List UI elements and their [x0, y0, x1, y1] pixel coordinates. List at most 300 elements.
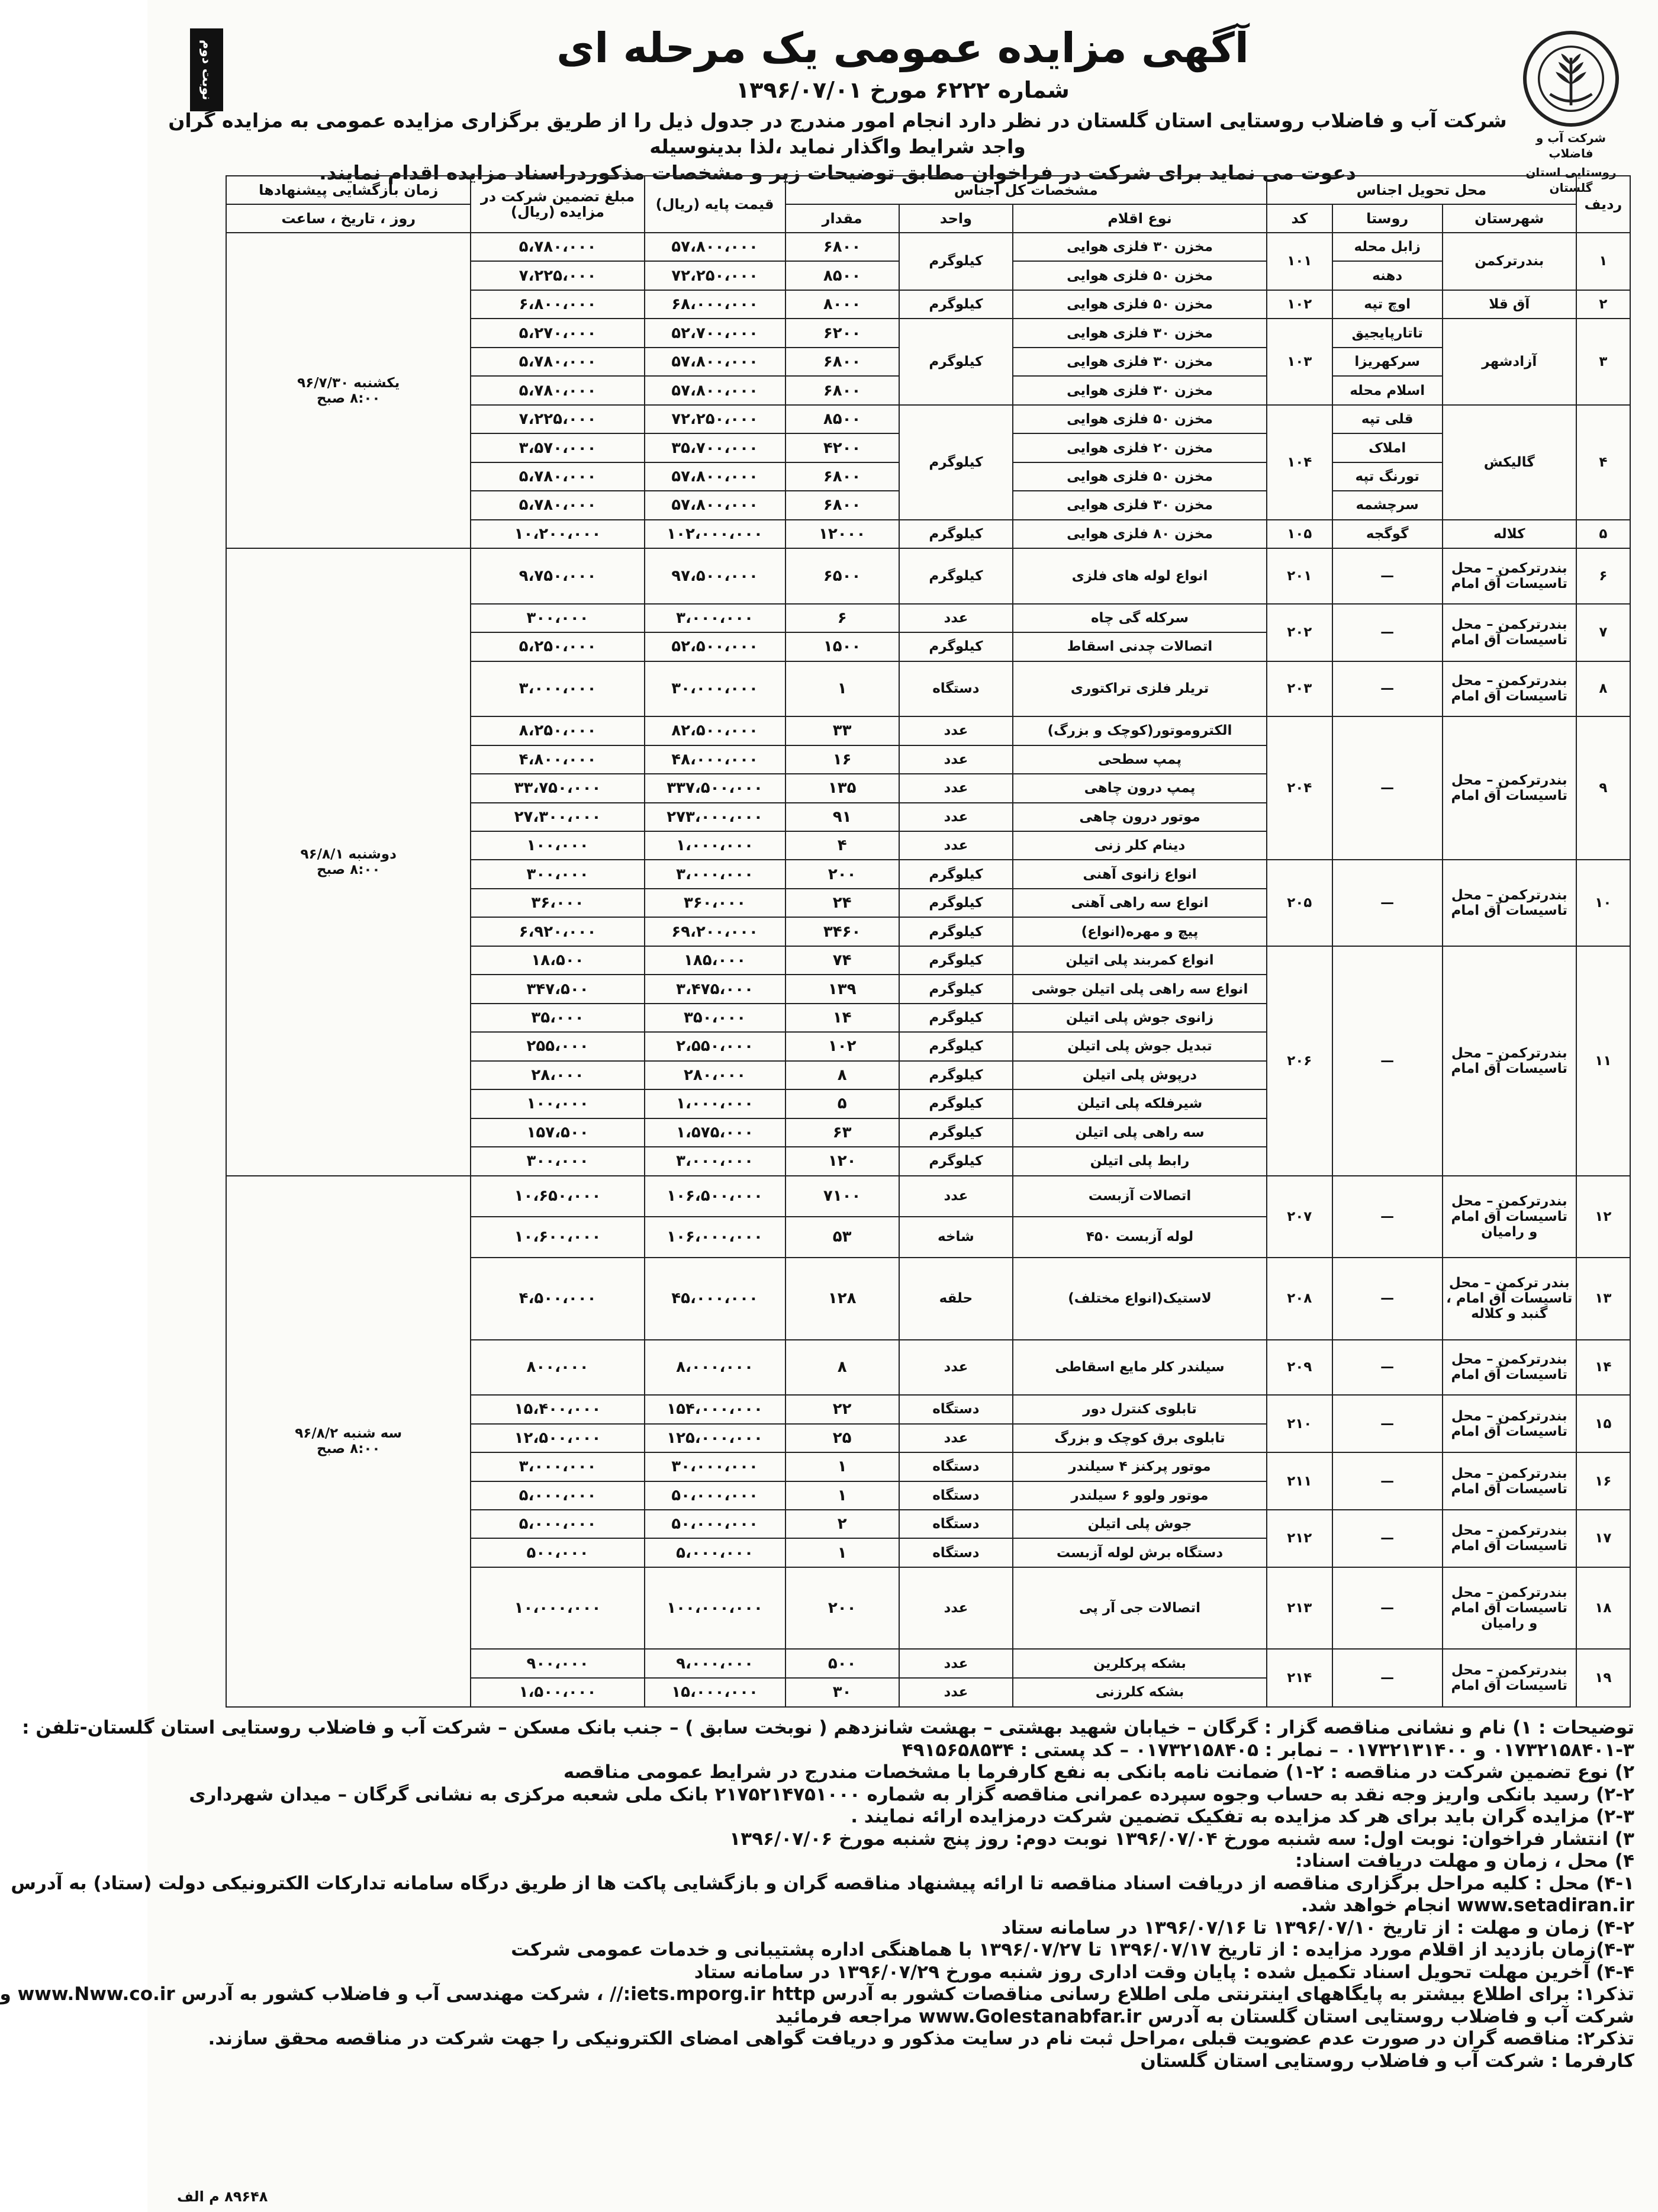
note-line: ۴) محل ، زمان و مهلت دریافت اسناد:	[1295, 1850, 1634, 1872]
row-number: ۶	[1576, 548, 1630, 604]
note-line: ۴-۱) محل : کلیه مراحل برگزاری مناقصه از دریافت اسناد مناقصه تا ارائه پیشنهاد مناقصه گران و بازگشایی پاکت ها از طریق درگاه سامانه تدارکات الکترونیکی دولت (ستاد) به آدرس	[11, 1872, 1634, 1894]
guarantee-cell: ۳۳،۷۵۰،۰۰۰	[471, 774, 644, 802]
note-line: www.setadiran.ir انجام خواهد شد.	[1300, 1895, 1634, 1916]
header-row: ردیف	[1576, 176, 1630, 233]
opening-time-cell	[226, 233, 471, 548]
code-cell: ۲۰۹	[1267, 1340, 1332, 1396]
item-cell: دینام کلر زنی	[1013, 831, 1267, 860]
item-cell: اتصالات آزبست	[1013, 1176, 1267, 1217]
unit-cell: دستگاه	[899, 1395, 1013, 1423]
base-price-cell: ۷۲،۲۵۰،۰۰۰	[645, 405, 785, 433]
guarantee-cell: ۳۰۰،۰۰۰	[471, 860, 644, 888]
row-number: ۱۸	[1576, 1567, 1630, 1650]
base-price-cell: ۹۷،۵۰۰،۰۰۰	[645, 548, 785, 604]
row-number: ۱۷	[1576, 1510, 1630, 1567]
village-cell: —	[1332, 1567, 1443, 1650]
item-cell: مخزن ۲۰ فلزی هوایی	[1013, 433, 1267, 462]
unit-cell: کیلوگرم	[899, 405, 1013, 520]
code-cell: ۲۰۱	[1267, 548, 1332, 604]
unit-cell: عدد	[899, 716, 1013, 745]
guarantee-cell: ۲۸،۰۰۰	[471, 1061, 644, 1089]
village-cell: اوچ تپه	[1332, 290, 1443, 319]
guarantee-cell: ۱۵۷،۵۰۰	[471, 1118, 644, 1147]
unit-cell: کیلوگرم	[899, 548, 1013, 604]
item-cell: تبدیل جوش پلی اتیلن	[1013, 1032, 1267, 1060]
code-cell: ۲۰۸	[1267, 1258, 1332, 1340]
item-cell: پیچ و مهره(انواع)	[1013, 917, 1267, 946]
row-number: ۱۵	[1576, 1395, 1630, 1452]
base-price-cell: ۲۸۰،۰۰۰	[645, 1061, 785, 1089]
unit-cell: دستگاه	[899, 1452, 1013, 1481]
code-cell: ۲۰۲	[1267, 604, 1332, 661]
code-cell: ۲۱۲	[1267, 1510, 1332, 1567]
base-price-cell: ۸،۰۰۰،۰۰۰	[645, 1340, 785, 1396]
row-number: ۳	[1576, 319, 1630, 404]
item-cell: تریلر فلزی تراکتوری	[1013, 661, 1267, 717]
qty-cell: ۳۴۶۰	[785, 917, 899, 946]
qty-cell: ۶۸۰۰	[785, 233, 899, 261]
code-cell: ۲۰۷	[1267, 1176, 1332, 1258]
header-unit: واحد	[899, 204, 1013, 233]
note-line: شرکت آب و فاضلاب روستایی استان گلستان به آدرس www.Golestanabfar.ir مراجعه فرمائید	[775, 2005, 1634, 2027]
city-cell: بندر ترکمن – محل تاسیسات آق امام ، گنبد و کلاله	[1443, 1258, 1576, 1340]
city-cell: بندرترکمن – محل تاسیسات آق امام	[1443, 1452, 1576, 1510]
qty-cell: ۱۲۰	[785, 1147, 899, 1175]
unit-cell: کیلوگرم	[899, 1089, 1013, 1118]
row-number: ۱۴	[1576, 1340, 1630, 1396]
base-price-cell: ۵۷،۸۰۰،۰۰۰	[645, 348, 785, 376]
village-cell: —	[1332, 1649, 1443, 1707]
qty-cell: ۱۰۲	[785, 1032, 899, 1060]
city-cell: بندرترکمن – محل تاسیسات آق امام	[1443, 661, 1576, 717]
guarantee-cell: ۱۰،۶۰۰،۰۰۰	[471, 1217, 644, 1258]
guarantee-cell: ۵،۷۸۰،۰۰۰	[471, 376, 644, 404]
row-number: ۱۹	[1576, 1649, 1630, 1707]
item-cell: سیلندر کلر مایع اسقاطی	[1013, 1340, 1267, 1396]
header-code: کد	[1267, 204, 1332, 233]
village-cell: —	[1332, 1395, 1443, 1452]
unit-cell: کیلوگرم	[899, 946, 1013, 975]
company-logo	[1521, 31, 1621, 195]
qty-cell: ۵۳	[785, 1217, 899, 1258]
unit-cell: عدد	[899, 1649, 1013, 1677]
qty-cell: ۶۸۰۰	[785, 491, 899, 519]
code-cell: ۱۰۳	[1267, 319, 1332, 404]
city-cell: بندرترکمن – محل تاسیسات آق امام	[1443, 1649, 1576, 1707]
village-cell: دهنه	[1332, 261, 1443, 290]
code-cell: ۲۰۶	[1267, 946, 1332, 1176]
base-price-cell: ۵۷،۸۰۰،۰۰۰	[645, 491, 785, 519]
code-cell: ۱۰۴	[1267, 405, 1332, 520]
unit-cell: کیلوگرم	[899, 319, 1013, 404]
row-number: ۷	[1576, 604, 1630, 661]
item-cell: موتور ولوو ۶ سیلندر	[1013, 1481, 1267, 1510]
header-opening: زمان بازگشایی پیشنهادها	[226, 176, 471, 204]
item-cell: انواع سه راهی آهنی	[1013, 889, 1267, 917]
base-price-cell: ۱،۰۰۰،۰۰۰	[645, 831, 785, 860]
qty-cell: ۶۲۰۰	[785, 319, 899, 347]
unit-cell: عدد	[899, 604, 1013, 632]
unit-cell: عدد	[899, 745, 1013, 774]
unit-cell: کیلوگرم	[899, 1061, 1013, 1089]
city-cell: کلاله	[1443, 520, 1576, 548]
item-cell: اتصالات چدنی اسقاط	[1013, 632, 1267, 661]
base-price-cell: ۶۹،۲۰۰،۰۰۰	[645, 917, 785, 946]
guarantee-cell: ۹،۷۵۰،۰۰۰	[471, 548, 644, 604]
guarantee-cell: ۱۰۰،۰۰۰	[471, 1089, 644, 1118]
guarantee-cell: ۵،۷۸۰،۰۰۰	[471, 462, 644, 491]
unit-cell: کیلوگرم	[899, 1147, 1013, 1175]
header-guarantee: مبلغ تضمین شرکت در مزایده (ریال)	[471, 176, 644, 233]
opening-day: یکشنبه ۹۶/۷/۳۰	[297, 375, 400, 391]
header-delivery: محل تحویل اجناس	[1267, 176, 1576, 204]
base-price-cell: ۱۰۶،۰۰۰،۰۰۰	[645, 1217, 785, 1258]
row-number: ۱۳	[1576, 1258, 1630, 1340]
qty-cell: ۸۵۰۰	[785, 405, 899, 433]
guarantee-cell: ۵،۲۵۰،۰۰۰	[471, 632, 644, 661]
item-cell: مخزن ۵۰ فلزی هوایی	[1013, 261, 1267, 290]
qty-cell: ۶۸۰۰	[785, 462, 899, 491]
auction-table	[226, 175, 1631, 1708]
city-cell: بندرترکمن – محل تاسیسات آق امام	[1443, 946, 1576, 1176]
qty-cell: ۱	[785, 1538, 899, 1567]
base-price-cell: ۱۰۲،۰۰۰،۰۰۰	[645, 520, 785, 548]
code-cell: ۲۱۴	[1267, 1649, 1332, 1707]
opening-day: سه شنبه ۹۶/۸/۲	[295, 1426, 403, 1442]
item-cell: تابلوی برق کوچک و بزرگ	[1013, 1424, 1267, 1452]
village-cell: —	[1332, 860, 1443, 946]
qty-cell: ۱	[785, 1452, 899, 1481]
base-price-cell: ۵۲،۵۰۰،۰۰۰	[645, 632, 785, 661]
base-price-cell: ۵۲،۷۰۰،۰۰۰	[645, 319, 785, 347]
base-price-cell: ۱۵،۰۰۰،۰۰۰	[645, 1678, 785, 1707]
notice-number: شماره ۶۲۲۲ مورخ ۱۳۹۶/۰۷/۰۱	[736, 77, 1070, 103]
item-cell: درپوش پلی اتیلن	[1013, 1061, 1267, 1089]
unit-cell: عدد	[899, 831, 1013, 860]
village-cell: تاتارپایجیق	[1332, 319, 1443, 347]
village-cell: زابل محله	[1332, 233, 1443, 261]
row-number: ۱۱	[1576, 946, 1630, 1176]
opening-hour: ۸:۰۰ صبح	[316, 1441, 381, 1457]
village-cell: —	[1332, 1176, 1443, 1258]
opening-time-cell	[226, 1176, 471, 1707]
city-cell: گالیکش	[1443, 405, 1576, 520]
guarantee-cell: ۳۶،۰۰۰	[471, 889, 644, 917]
unit-cell: عدد	[899, 1424, 1013, 1452]
header-base-price: قیمت پایه (ریال)	[645, 176, 785, 233]
qty-cell: ۸۰۰۰	[785, 290, 899, 319]
guarantee-cell: ۱۰،۶۵۰،۰۰۰	[471, 1176, 644, 1217]
qty-cell: ۶	[785, 604, 899, 632]
edition-badge: نوبت دوم	[190, 28, 223, 111]
item-cell: اتصالات جی آر پی	[1013, 1567, 1267, 1650]
city-cell: بندرترکمن – محل تاسیسات آق امام و رامیان	[1443, 1567, 1576, 1650]
unit-cell: دستگاه	[899, 661, 1013, 717]
item-cell: لوله آزبست ۴۵۰	[1013, 1217, 1267, 1258]
code-cell: ۱۰۱	[1267, 233, 1332, 290]
note-line: ۲-۲) رسید بانکی واریز وجه نقد به حساب وجوه سپرده عمرانی مناقصه گزار به شماره ۲۱۷۵۲۱۴۷۵۱۰۰۰ بانک ملی شعبه مرکزی به نشانی گرگان – میدان شهرداری	[189, 1783, 1634, 1805]
table-row	[226, 548, 1630, 604]
base-price-cell: ۳۶۰،۰۰۰	[645, 889, 785, 917]
header-item-type: نوع اقلام	[1013, 204, 1267, 233]
note-line: ۴-۳)زمان بازدید از اقلام مورد مزایده : از تاریخ ۱۳۹۶/۰۷/۱۷ تا ۱۳۹۶/۰۷/۲۷ با هماهنگی اداره پشتیبانی و خدمات عمومی شرکت	[511, 1939, 1634, 1960]
logo-text-1: شرکت آب و فاضلاب	[1535, 131, 1607, 160]
base-price-cell: ۳،۰۰۰،۰۰۰	[645, 1147, 785, 1175]
note-line: ۲-۳) مزایده گران باید برای هر کد مزایده به تفکیک تضمین شرکت درمزایده ارائه نمایند .	[851, 1806, 1634, 1827]
city-cell: بندرترکمن – محل تاسیسات آق امام	[1443, 860, 1576, 946]
code-cell: ۱۰۵	[1267, 520, 1332, 548]
base-price-cell: ۲۷۳،۰۰۰،۰۰۰	[645, 803, 785, 831]
code-cell: ۲۰۵	[1267, 860, 1332, 946]
guarantee-cell: ۵،۰۰۰،۰۰۰	[471, 1510, 644, 1538]
base-price-cell: ۹،۰۰۰،۰۰۰	[645, 1649, 785, 1677]
base-price-cell: ۲،۵۵۰،۰۰۰	[645, 1032, 785, 1060]
header-city: شهرستان	[1443, 204, 1576, 233]
code-cell: ۲۰۳	[1267, 661, 1332, 717]
item-cell: سرکله گی چاه	[1013, 604, 1267, 632]
guarantee-cell: ۷،۲۲۵،۰۰۰	[471, 261, 644, 290]
item-cell: مخزن ۳۰ فلزی هوایی	[1013, 233, 1267, 261]
guarantee-cell: ۵۰۰،۰۰۰	[471, 1538, 644, 1567]
row-number: ۸	[1576, 661, 1630, 717]
base-price-cell: ۳۳۷،۵۰۰،۰۰۰	[645, 774, 785, 802]
qty-cell: ۱۶	[785, 745, 899, 774]
base-price-cell: ۱۸۵،۰۰۰	[645, 946, 785, 975]
guarantee-cell: ۳،۰۰۰،۰۰۰	[471, 1452, 644, 1481]
qty-cell: ۲	[785, 1510, 899, 1538]
qty-cell: ۲۰۰	[785, 1567, 899, 1650]
village-cell: سرکهریزا	[1332, 348, 1443, 376]
guarantee-cell: ۱،۵۰۰،۰۰۰	[471, 1678, 644, 1707]
note-line: تذکر۱: برای اطلاع بیشتر به پایگاههای اینترنتی ملی اطلاع رسانی مناقصات کشور به آدرس iets.mporg.ir http:// ، شرکت مهندسی آب و فاضلاب کشور به آدرس www.Nww.co.ir و	[0, 1983, 1634, 2005]
city-cell: بندرترکمن – محل تاسیسات آق امام	[1443, 1395, 1576, 1452]
note-line: ۴-۲) زمان و مهلت : از تاریخ ۱۳۹۶/۰۷/۱۰ تا ۱۳۹۶/۰۷/۱۶ در سامانه ستاد	[1001, 1917, 1634, 1938]
qty-cell: ۶۸۰۰	[785, 348, 899, 376]
guarantee-cell: ۵،۷۸۰،۰۰۰	[471, 233, 644, 261]
row-number: ۵	[1576, 520, 1630, 548]
item-cell: الکتروموتور(کوچک و بزرگ)	[1013, 716, 1267, 745]
city-cell: آق قلا	[1443, 290, 1576, 319]
unit-cell: عدد	[899, 774, 1013, 802]
guarantee-cell: ۵،۷۸۰،۰۰۰	[471, 348, 644, 376]
unit-cell: عدد	[899, 1340, 1013, 1396]
base-price-cell: ۵۰،۰۰۰،۰۰۰	[645, 1510, 785, 1538]
base-price-cell: ۵۷،۸۰۰،۰۰۰	[645, 462, 785, 491]
note-line: ۲) نوع تضمین شرکت در مناقصه : ۲-۱) ضمانت نامه بانکی به نفع کارفرما با مشخصات مندرج در شرایط عمومی مناقصه	[563, 1761, 1634, 1783]
qty-cell: ۴	[785, 831, 899, 860]
note-line: ۳) انتشار فراخوان: نوبت اول: سه شنبه مورخ ۱۳۹۶/۰۷/۰۴ نوبت دوم: روز پنج شنبه مورخ ۱۳۹۶/۰۷/۰۶	[729, 1828, 1634, 1850]
qty-cell: ۵	[785, 1089, 899, 1118]
opening-hour: ۸:۰۰ صبح	[316, 861, 381, 877]
item-cell: مخزن ۵۰ فلزی هوایی	[1013, 405, 1267, 433]
guarantee-cell: ۸۰۰،۰۰۰	[471, 1340, 644, 1396]
note-line: ۴-۴) آخرین مهلت تحویل اسناد تکمیل شده : پایان وقت اداری روز شنبه مورخ ۱۳۹۶/۰۷/۲۹ در سامانه ستاد	[694, 1961, 1634, 1983]
city-cell: بندرترکمن – محل تاسیسات آق امام و رامیان	[1443, 1176, 1576, 1258]
row-number: ۴	[1576, 405, 1630, 520]
item-cell: انواع کمربند پلی اتیلن	[1013, 946, 1267, 975]
village-cell: —	[1332, 946, 1443, 1176]
village-cell: —	[1332, 548, 1443, 604]
village-cell: —	[1332, 716, 1443, 860]
qty-cell: ۶۸۰۰	[785, 376, 899, 404]
note-line: تذکر۲: مناقصه گران در صورت عدم عضویت قبلی ،مراحل ثبت نام در سایت مذکور و دریافت گواهی امضای الکترونیکی را جهت شرکت در مناقصه محقق سازند.	[208, 2028, 1634, 2049]
code-cell: ۲۱۳	[1267, 1567, 1332, 1650]
qty-cell: ۱۲۰۰۰	[785, 520, 899, 548]
qty-cell: ۱۳۵	[785, 774, 899, 802]
code-cell: ۲۱۰	[1267, 1395, 1332, 1452]
unit-cell: دستگاه	[899, 1510, 1013, 1538]
opening-hour: ۸:۰۰ صبح	[316, 390, 381, 406]
item-cell: بشکه پرکلرین	[1013, 1649, 1267, 1677]
item-cell: موتور پرکنز ۴ سیلندر	[1013, 1452, 1267, 1481]
item-cell: پمپ سطحی	[1013, 745, 1267, 774]
village-cell: املاک	[1332, 433, 1443, 462]
city-cell: بندرترکمن – محل تاسیسات آق امام	[1443, 1510, 1576, 1567]
header-village: روستا	[1332, 204, 1443, 233]
unit-cell: کیلوگرم	[899, 233, 1013, 290]
guarantee-cell: ۳۵،۰۰۰	[471, 1004, 644, 1032]
unit-cell: کیلوگرم	[899, 889, 1013, 917]
unit-cell: کیلوگرم	[899, 520, 1013, 548]
unit-cell: کیلوگرم	[899, 1004, 1013, 1032]
item-cell: انواع زانوی آهنی	[1013, 860, 1267, 888]
item-cell: مخزن ۳۰ فلزی هوایی	[1013, 376, 1267, 404]
item-cell: تابلوی کنترل دور	[1013, 1395, 1267, 1423]
item-cell: مخزن ۳۰ فلزی هوایی	[1013, 348, 1267, 376]
city-cell: بندرترکمن – محل تاسیسات آق امام	[1443, 1340, 1576, 1396]
base-price-cell: ۵،۰۰۰،۰۰۰	[645, 1538, 785, 1567]
header-opening-sub: روز ، تاریخ ، ساعت	[226, 204, 471, 233]
base-price-cell: ۱،۵۷۵،۰۰۰	[645, 1118, 785, 1147]
village-cell: —	[1332, 1452, 1443, 1510]
base-price-cell: ۱۵۴،۰۰۰،۰۰۰	[645, 1395, 785, 1423]
guarantee-cell: ۲۵۵،۰۰۰	[471, 1032, 644, 1060]
logo-text-2: روستایی استان گلستان	[1525, 165, 1617, 195]
guarantee-cell: ۴،۸۰۰،۰۰۰	[471, 745, 644, 774]
code-cell: ۱۰۲	[1267, 290, 1332, 319]
qty-cell: ۲۰۰	[785, 860, 899, 888]
city-cell: بندرترکمن – محل تاسیسات آق امام	[1443, 716, 1576, 860]
wheat-emblem-icon	[1523, 31, 1619, 127]
guarantee-cell: ۳،۵۷۰،۰۰۰	[471, 433, 644, 462]
base-price-cell: ۳۰،۰۰۰،۰۰۰	[645, 661, 785, 717]
intro-paragraph	[165, 108, 1510, 186]
opening-day: دوشنبه ۹۶/۸/۱	[300, 846, 397, 862]
qty-cell: ۱۴	[785, 1004, 899, 1032]
item-cell: موتور درون چاهی	[1013, 803, 1267, 831]
guarantee-cell: ۶،۸۰۰،۰۰۰	[471, 290, 644, 319]
guarantee-cell: ۳۰۰،۰۰۰	[471, 604, 644, 632]
qty-cell: ۷۴	[785, 946, 899, 975]
village-cell: قلی تپه	[1332, 405, 1443, 433]
code-cell: ۲۰۴	[1267, 716, 1332, 860]
guarantee-cell: ۴،۵۰۰،۰۰۰	[471, 1258, 644, 1340]
qty-cell: ۳۳	[785, 716, 899, 745]
unit-cell: کیلوگرم	[899, 975, 1013, 1003]
item-cell: مخزن ۵۰ فلزی هوایی	[1013, 290, 1267, 319]
village-cell: —	[1332, 1340, 1443, 1396]
base-price-cell: ۳۵۰،۰۰۰	[645, 1004, 785, 1032]
qty-cell: ۷۱۰۰	[785, 1176, 899, 1217]
item-cell: انواع سه راهی پلی اتیلن جوشی	[1013, 975, 1267, 1003]
village-cell: —	[1332, 661, 1443, 717]
village-cell: —	[1332, 1258, 1443, 1340]
row-number: ۹	[1576, 716, 1630, 860]
item-cell: دستگاه برش لوله آزبست	[1013, 1538, 1267, 1567]
item-cell: مخزن ۵۰ فلزی هوایی	[1013, 462, 1267, 491]
qty-cell: ۴۲۰۰	[785, 433, 899, 462]
item-cell: رابط پلی اتیلن	[1013, 1147, 1267, 1175]
row-number: ۲	[1576, 290, 1630, 319]
intro-line: شرکت آب و فاضلاب روستایی استان گلستان در نظر دارد انجام امور مندرج در جدول ذیل را از طریق برگزاری مزایده عمومی به مزایده گران واجد شرایط واگذار نماید ،لذا بدینوسیله	[168, 109, 1507, 158]
unit-cell: دستگاه	[899, 1481, 1013, 1510]
guarantee-cell: ۷،۲۲۵،۰۰۰	[471, 405, 644, 433]
qty-cell: ۱۲۸	[785, 1258, 899, 1340]
opening-time-cell	[226, 548, 471, 1175]
item-cell: پمپ درون چاهی	[1013, 774, 1267, 802]
qty-cell: ۸	[785, 1061, 899, 1089]
unit-cell: کیلوگرم	[899, 1118, 1013, 1147]
qty-cell: ۸۵۰۰	[785, 261, 899, 290]
guarantee-cell: ۵،۷۸۰،۰۰۰	[471, 491, 644, 519]
guarantee-cell: ۸،۲۵۰،۰۰۰	[471, 716, 644, 745]
guarantee-cell: ۱۵،۴۰۰،۰۰۰	[471, 1395, 644, 1423]
guarantee-cell: ۲۷،۳۰۰،۰۰۰	[471, 803, 644, 831]
unit-cell: کیلوگرم	[899, 917, 1013, 946]
base-price-cell: ۳۰،۰۰۰،۰۰۰	[645, 1452, 785, 1481]
table-row	[226, 233, 1630, 261]
row-number: ۱۰	[1576, 860, 1630, 946]
unit-cell: کیلوگرم	[899, 860, 1013, 888]
guarantee-cell: ۱۰،۰۰۰،۰۰۰	[471, 1567, 644, 1650]
village-cell: —	[1332, 1510, 1443, 1567]
qty-cell: ۱۳۹	[785, 975, 899, 1003]
qty-cell: ۲۲	[785, 1395, 899, 1423]
intro-line: دعوت می نماید برای شرکت در فراخوان مطابق توضیحات زیر و مشخصات مذکوردراسناد مزایده اقدام نمایند.	[319, 161, 1356, 184]
note-line: کارفرما : شرکت آب و فاضلاب روستایی استان گلستان	[1140, 2050, 1634, 2072]
village-cell: —	[1332, 604, 1443, 661]
guarantee-cell: ۵،۲۷۰،۰۰۰	[471, 319, 644, 347]
row-number: ۱۲	[1576, 1176, 1630, 1258]
unit-cell: عدد	[899, 803, 1013, 831]
item-cell: مخزن ۳۰ فلزی هوایی	[1013, 319, 1267, 347]
base-price-cell: ۵۷،۸۰۰،۰۰۰	[645, 233, 785, 261]
base-price-cell: ۵۰،۰۰۰،۰۰۰	[645, 1481, 785, 1510]
qty-cell: ۲۵	[785, 1424, 899, 1452]
guarantee-cell: ۱۸،۵۰۰	[471, 946, 644, 975]
base-price-cell: ۱۰۰،۰۰۰،۰۰۰	[645, 1567, 785, 1650]
guarantee-cell: ۳،۰۰۰،۰۰۰	[471, 661, 644, 717]
base-price-cell: ۷۲،۲۵۰،۰۰۰	[645, 261, 785, 290]
unit-cell: کیلوگرم	[899, 632, 1013, 661]
unit-cell: کیلوگرم	[899, 290, 1013, 319]
row-number: ۱	[1576, 233, 1630, 290]
base-price-cell: ۶۸،۰۰۰،۰۰۰	[645, 290, 785, 319]
guarantee-cell: ۱۰۰،۰۰۰	[471, 831, 644, 860]
village-cell: گوگجه	[1332, 520, 1443, 548]
city-cell: آزادشهر	[1443, 319, 1576, 404]
guarantee-cell: ۱۰،۲۰۰،۰۰۰	[471, 520, 644, 548]
base-price-cell: ۴۵،۰۰۰،۰۰۰	[645, 1258, 785, 1340]
notes-section	[0, 1717, 1634, 2072]
village-cell: سرچشمه	[1332, 491, 1443, 519]
city-cell: بندرترکمن – محل تاسیسات آق امام	[1443, 548, 1576, 604]
guarantee-cell: ۳۰۰،۰۰۰	[471, 1147, 644, 1175]
note-line: ۰۱۷۳۲۱۵۸۴۰۱-۳ و ۰۱۷۳۲۱۳۱۴۰۰ – نمابر : ۰۱۷۳۲۱۵۸۴۰۵ – کد پستی : ۴۹۱۵۶۵۸۵۳۴	[902, 1739, 1634, 1761]
item-cell: بشکه کلرزنی	[1013, 1678, 1267, 1707]
base-price-cell: ۵۷،۸۰۰،۰۰۰	[645, 376, 785, 404]
footer-code: ۸۹۶۴۸ م الف	[177, 2188, 268, 2205]
